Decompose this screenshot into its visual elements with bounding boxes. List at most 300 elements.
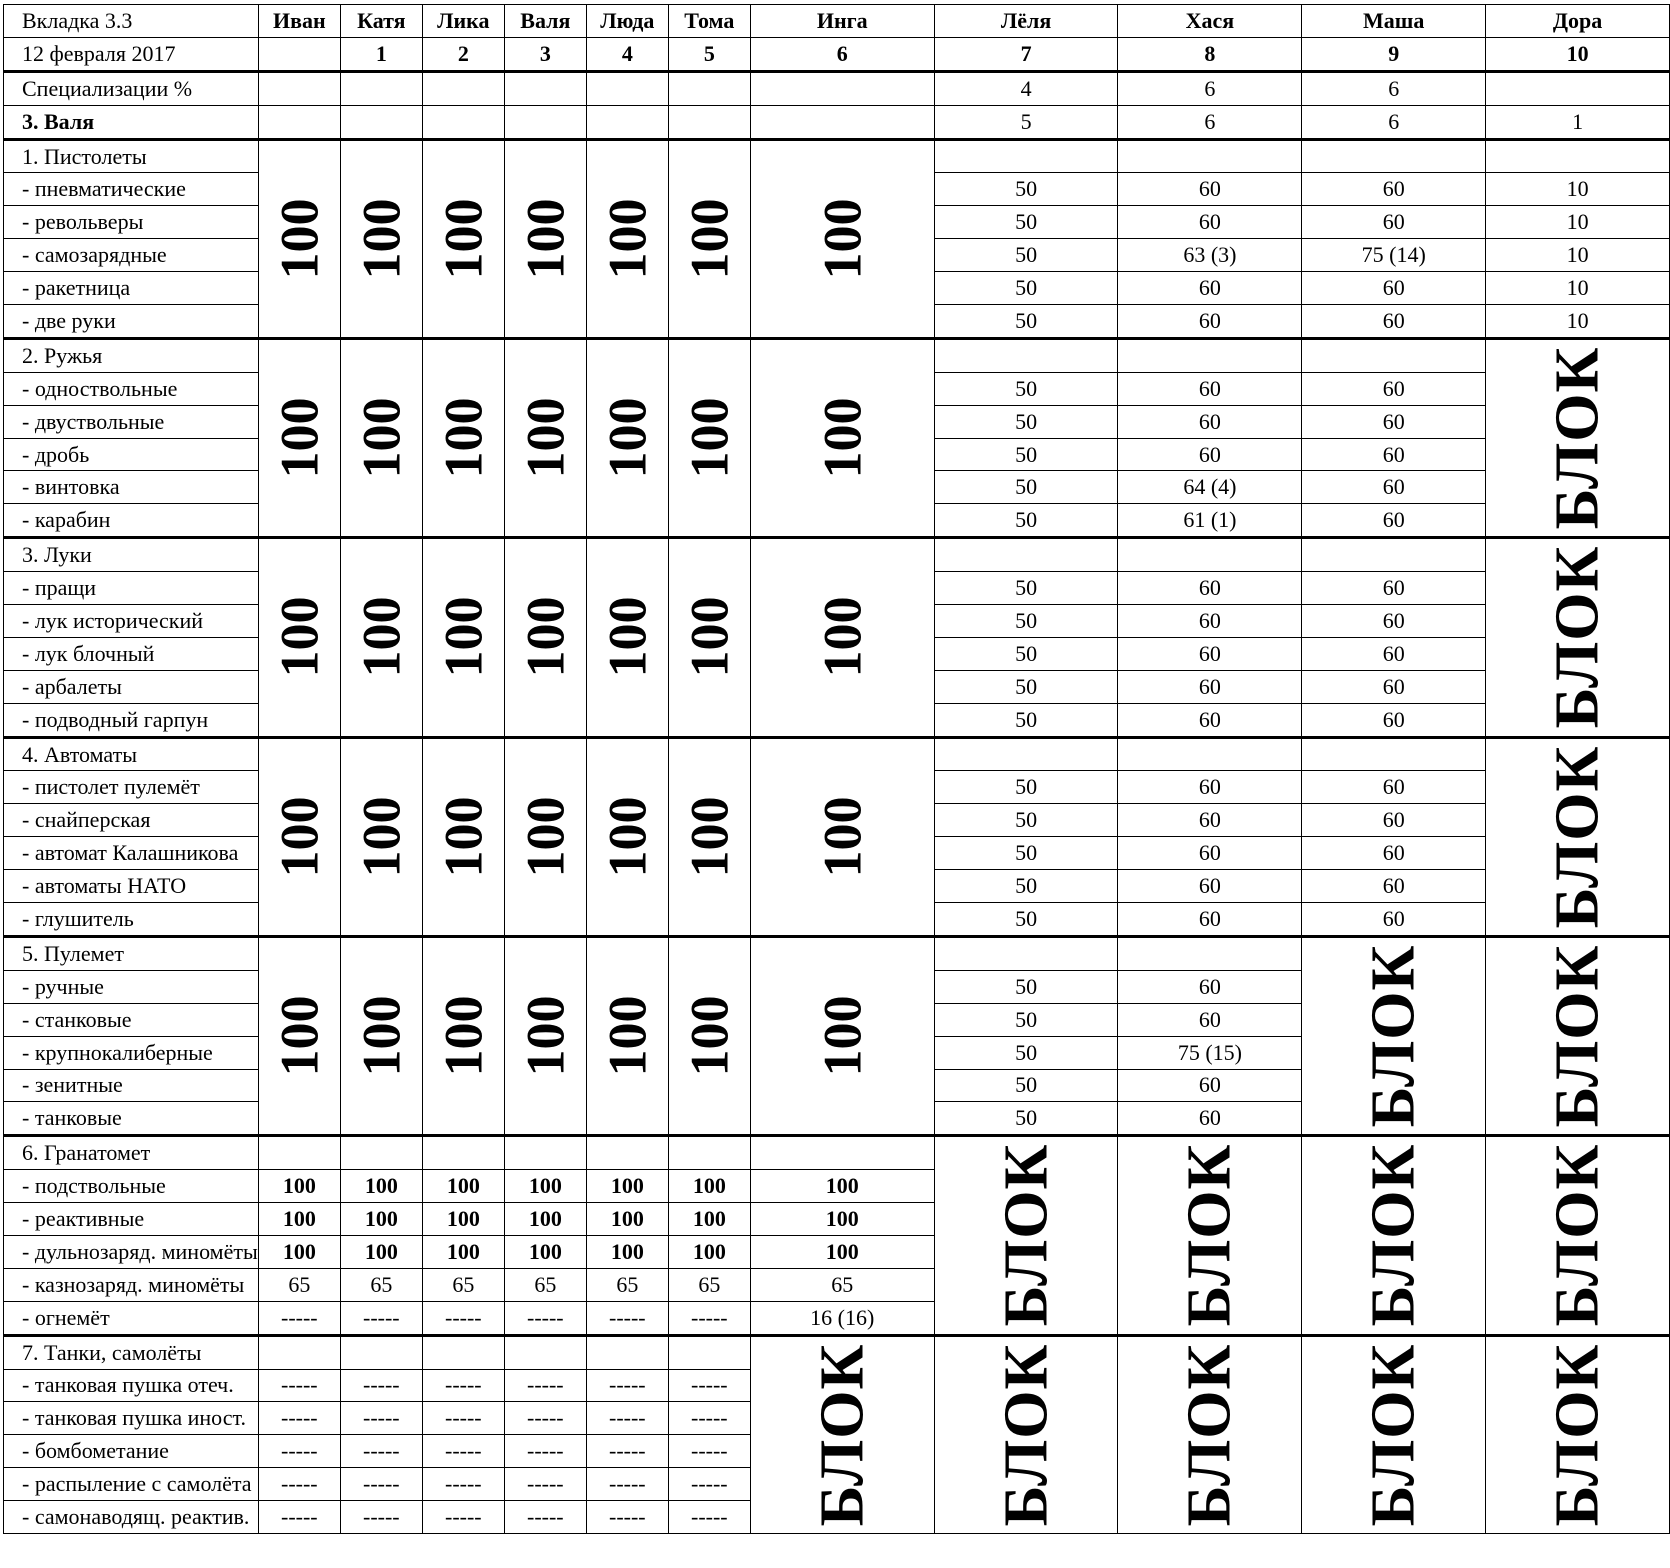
grenade-value: 65 — [750, 1268, 934, 1301]
hasya-value: 60 — [1118, 405, 1302, 438]
big-value: 100 — [812, 198, 873, 280]
col-number: 3 — [504, 37, 586, 71]
col-name: Лика — [422, 5, 504, 38]
block-cell — [1118, 1335, 1302, 1533]
grenade-value: 100 — [750, 1170, 934, 1203]
lelya-value: 50 — [934, 804, 1118, 837]
empty-cell — [258, 1335, 340, 1369]
block-label: БЛОК — [1543, 745, 1612, 929]
empty-cell — [586, 1335, 668, 1369]
dash-value: ----- — [668, 1501, 750, 1534]
hasya-value: 60 — [1118, 173, 1302, 206]
empty-cell — [1118, 139, 1302, 173]
masha-value: 60 — [1302, 405, 1486, 438]
row-value: 6 — [1118, 71, 1302, 105]
merged-100-cell — [340, 338, 422, 537]
merged-100-cell — [422, 538, 504, 737]
big-value: 100 — [269, 596, 330, 678]
dash-value: ----- — [668, 1402, 750, 1435]
masha-value: 60 — [1302, 305, 1486, 339]
grenade-value: 65 — [586, 1268, 668, 1301]
lelya-value: 50 — [934, 239, 1118, 272]
grenade-value: 65 — [340, 1268, 422, 1301]
masha-value: 60 — [1302, 173, 1486, 206]
big-value: 100 — [812, 397, 873, 479]
item-label: - двуствольные — [4, 405, 259, 438]
grenade-value: 100 — [258, 1170, 340, 1203]
merged-100-cell — [340, 538, 422, 737]
block-cell — [934, 1335, 1118, 1533]
empty-cell — [1302, 139, 1486, 173]
item-label: - карабин — [4, 504, 259, 538]
grenade-value: 65 — [504, 1268, 586, 1301]
dash-value: ----- — [422, 1402, 504, 1435]
empty-cell — [258, 1136, 340, 1170]
empty-cell — [504, 1136, 586, 1170]
dash-value: ----- — [422, 1468, 504, 1501]
item-label: - дульнозаряд. миномёты — [4, 1235, 259, 1268]
merged-100-cell — [258, 338, 340, 537]
dash-value: ----- — [504, 1369, 586, 1402]
row-value — [422, 105, 504, 139]
dash-value: ----- — [586, 1468, 668, 1501]
dora-value: 10 — [1486, 239, 1670, 272]
hasya-value: 60 — [1118, 1102, 1302, 1136]
grenade-value: 16 (16) — [750, 1301, 934, 1335]
big-value: 100 — [515, 995, 576, 1077]
lelya-value: 50 — [934, 903, 1118, 937]
masha-value: 60 — [1302, 206, 1486, 239]
hasya-value: 60 — [1118, 771, 1302, 804]
merged-100-cell — [422, 139, 504, 338]
dora-value: 10 — [1486, 305, 1670, 339]
group-title-row — [4, 936, 1670, 970]
item-label: - самонаводящ. реактив. — [4, 1501, 259, 1534]
masha-value: 60 — [1302, 272, 1486, 305]
group-title-row — [4, 139, 1670, 173]
row-value — [258, 105, 340, 139]
group-title-row — [4, 1136, 1670, 1170]
col-number: 4 — [586, 37, 668, 71]
item-label: - крупнокалиберные — [4, 1036, 259, 1069]
lelya-value: 50 — [934, 637, 1118, 670]
merged-100-cell — [668, 737, 750, 936]
big-value: 100 — [812, 995, 873, 1077]
big-value: 100 — [433, 397, 494, 479]
big-value: 100 — [597, 198, 658, 280]
block-label: БЛОК — [808, 1343, 877, 1527]
hasya-value: 60 — [1118, 305, 1302, 339]
item-label: - пращи — [4, 572, 259, 605]
merged-100-cell — [750, 338, 934, 537]
block-cell — [934, 1136, 1118, 1335]
big-value: 100 — [597, 596, 658, 678]
grenade-value: 100 — [504, 1203, 586, 1236]
merged-100-cell — [668, 338, 750, 537]
item-label: - бомбометание — [4, 1435, 259, 1468]
grenade-value: 65 — [422, 1268, 504, 1301]
merged-100-cell — [668, 139, 750, 338]
group-title: 5. Пулемет — [4, 936, 259, 970]
masha-value: 60 — [1302, 471, 1486, 504]
masha-value: 60 — [1302, 572, 1486, 605]
merged-100-cell — [750, 936, 934, 1135]
item-label: - лук исторический — [4, 605, 259, 638]
merged-100-cell — [668, 538, 750, 737]
col-number: 7 — [934, 37, 1118, 71]
item-label: - огнемёт — [4, 1301, 259, 1335]
dash-value: ----- — [586, 1369, 668, 1402]
grenade-value: 100 — [258, 1203, 340, 1236]
block-cell — [1486, 1136, 1670, 1335]
masha-value: 60 — [1302, 438, 1486, 471]
merged-100-cell — [258, 737, 340, 936]
merged-100-cell — [750, 139, 934, 338]
col-name: Дора — [1486, 5, 1670, 38]
dash-value: ----- — [586, 1435, 668, 1468]
dash-value: ----- — [258, 1402, 340, 1435]
tab-label: Вкладка 3.3 — [4, 5, 259, 38]
block-label: БЛОК — [1543, 944, 1612, 1128]
lelya-value: 50 — [934, 1003, 1118, 1036]
item-label: - подводный гарпун — [4, 703, 259, 737]
item-label: - станковые — [4, 1003, 259, 1036]
masha-value: 60 — [1302, 605, 1486, 638]
merged-100-cell — [750, 737, 934, 936]
item-label: - самозарядные — [4, 239, 259, 272]
row-value — [750, 71, 934, 105]
row-value — [504, 105, 586, 139]
group-title-row — [4, 338, 1670, 372]
dash-value: ----- — [340, 1369, 422, 1402]
col-number: 2 — [422, 37, 504, 71]
row-value: 5 — [934, 105, 1118, 139]
merged-100-cell — [504, 737, 586, 936]
big-value: 100 — [812, 796, 873, 878]
big-value: 100 — [433, 198, 494, 280]
big-value: 100 — [351, 596, 412, 678]
specializations-row — [4, 71, 1670, 105]
block-cell — [750, 1335, 934, 1533]
item-label: - зенитные — [4, 1069, 259, 1102]
grenade-value: ----- — [258, 1301, 340, 1335]
dash-value: ----- — [586, 1402, 668, 1435]
grenade-value: ----- — [668, 1301, 750, 1335]
block-label: БЛОК — [1359, 1144, 1428, 1327]
empty-cell — [1302, 538, 1486, 572]
dash-value: ----- — [422, 1369, 504, 1402]
merged-100-cell — [504, 139, 586, 338]
lelya-value: 50 — [934, 405, 1118, 438]
block-label: БЛОК — [1359, 944, 1428, 1128]
col-number: 10 — [1486, 37, 1670, 71]
dash-value: ----- — [340, 1501, 422, 1534]
col-name: Валя — [504, 5, 586, 38]
big-value: 100 — [679, 596, 740, 678]
grenade-value: 100 — [668, 1235, 750, 1268]
empty-cell — [934, 139, 1118, 173]
date-label: 12 февраля 2017 — [4, 37, 259, 71]
masha-value: 60 — [1302, 804, 1486, 837]
empty-cell — [934, 538, 1118, 572]
col-number: 8 — [1118, 37, 1302, 71]
merged-100-cell — [340, 139, 422, 338]
lelya-value: 50 — [934, 372, 1118, 405]
col-number: 6 — [750, 37, 934, 71]
dash-value: ----- — [340, 1468, 422, 1501]
group-title: 3. Луки — [4, 538, 259, 572]
big-value: 100 — [269, 198, 330, 280]
grenade-value: 100 — [668, 1203, 750, 1236]
lelya-value: 50 — [934, 870, 1118, 903]
hasya-value: 60 — [1118, 438, 1302, 471]
dora-value: 10 — [1486, 206, 1670, 239]
merged-100-cell — [258, 936, 340, 1135]
big-value: 100 — [351, 198, 412, 280]
hasya-value: 60 — [1118, 970, 1302, 1003]
header-names-row — [4, 5, 1670, 38]
empty-cell — [1302, 737, 1486, 771]
group-title: 2. Ружья — [4, 338, 259, 372]
merged-100-cell — [504, 338, 586, 537]
block-cell — [1486, 538, 1670, 737]
row-value — [258, 71, 340, 105]
empty-cell — [934, 338, 1118, 372]
dash-value: ----- — [340, 1435, 422, 1468]
block-label: БЛОК — [1543, 346, 1612, 530]
empty-cell — [340, 1335, 422, 1369]
masha-value: 60 — [1302, 504, 1486, 538]
block-label: БЛОК — [1175, 1144, 1244, 1327]
col-number: 1 — [340, 37, 422, 71]
merged-100-cell — [422, 936, 504, 1135]
grenade-value: 65 — [258, 1268, 340, 1301]
empty-cell — [586, 1136, 668, 1170]
item-label: - автомат Калашникова — [4, 837, 259, 870]
lelya-value: 50 — [934, 771, 1118, 804]
hasya-value: 61 (1) — [1118, 504, 1302, 538]
empty-cell — [1302, 338, 1486, 372]
col-name: Лёля — [934, 5, 1118, 38]
empty-cell — [1118, 737, 1302, 771]
block-cell — [1486, 737, 1670, 936]
item-label: - ракетница — [4, 272, 259, 305]
lelya-value: 50 — [934, 837, 1118, 870]
lelya-value: 50 — [934, 1069, 1118, 1102]
block-label: БЛОК — [1359, 1343, 1428, 1527]
hasya-value: 60 — [1118, 605, 1302, 638]
row-value — [340, 71, 422, 105]
grenade-value: ----- — [586, 1301, 668, 1335]
dora-value: 10 — [1486, 272, 1670, 305]
hasya-value: 60 — [1118, 870, 1302, 903]
row-value: 6 — [1302, 71, 1486, 105]
grenade-value: ----- — [504, 1301, 586, 1335]
lelya-value: 50 — [934, 703, 1118, 737]
masha-value: 60 — [1302, 771, 1486, 804]
item-label: - одноствольные — [4, 372, 259, 405]
weapons-table — [3, 4, 1670, 1534]
empty-cell — [340, 1136, 422, 1170]
hasya-value: 60 — [1118, 903, 1302, 937]
lelya-value: 50 — [934, 572, 1118, 605]
group-title: 4. Автоматы — [4, 737, 259, 771]
group-title-row — [4, 538, 1670, 572]
empty-cell — [504, 1335, 586, 1369]
masha-value: 60 — [1302, 903, 1486, 937]
grenade-value: 100 — [258, 1235, 340, 1268]
item-label: - две руки — [4, 305, 259, 339]
item-label: - распыление с самолёта — [4, 1468, 259, 1501]
lelya-value: 50 — [934, 173, 1118, 206]
big-value: 100 — [269, 397, 330, 479]
dash-value: ----- — [668, 1435, 750, 1468]
grenade-value: 100 — [586, 1203, 668, 1236]
big-value: 100 — [597, 796, 658, 878]
dash-value: ----- — [422, 1435, 504, 1468]
big-value: 100 — [433, 796, 494, 878]
col-name: Маша — [1302, 5, 1486, 38]
block-label: БЛОК — [1175, 1343, 1244, 1527]
big-value: 100 — [679, 796, 740, 878]
grenade-value: 100 — [750, 1235, 934, 1268]
row-value: 1 — [1486, 105, 1670, 139]
item-label: - дробь — [4, 438, 259, 471]
empty-cell — [934, 737, 1118, 771]
row-value — [340, 105, 422, 139]
big-value: 100 — [597, 995, 658, 1077]
row-value — [586, 105, 668, 139]
item-label: - арбалеты — [4, 670, 259, 703]
grenade-value: 100 — [668, 1170, 750, 1203]
hasya-value: 60 — [1118, 372, 1302, 405]
dash-value: ----- — [504, 1468, 586, 1501]
merged-100-cell — [340, 737, 422, 936]
col-number: 5 — [668, 37, 750, 71]
grenade-value: 100 — [340, 1170, 422, 1203]
row-value: 4 — [934, 71, 1118, 105]
merged-100-cell — [258, 139, 340, 338]
hasya-value: 60 — [1118, 670, 1302, 703]
big-value: 100 — [515, 596, 576, 678]
big-value: 100 — [679, 995, 740, 1077]
masha-value: 75 (14) — [1302, 239, 1486, 272]
group-title: 6. Гранатомет — [4, 1136, 259, 1170]
hasya-value: 60 — [1118, 637, 1302, 670]
col-name: Иван — [258, 5, 340, 38]
dora-value: 10 — [1486, 173, 1670, 206]
hasya-value: 64 (4) — [1118, 471, 1302, 504]
hasya-value: 60 — [1118, 804, 1302, 837]
grenade-value: 100 — [340, 1203, 422, 1236]
col-number: 9 — [1302, 37, 1486, 71]
lelya-value: 50 — [934, 605, 1118, 638]
grenade-value: 100 — [586, 1235, 668, 1268]
row-value: 6 — [1302, 105, 1486, 139]
block-cell — [1486, 936, 1670, 1135]
grenade-value: 100 — [422, 1235, 504, 1268]
hasya-value: 75 (15) — [1118, 1036, 1302, 1069]
masha-value: 60 — [1302, 870, 1486, 903]
merged-100-cell — [586, 936, 668, 1135]
lelya-value: 50 — [934, 970, 1118, 1003]
row-value — [668, 71, 750, 105]
merged-100-cell — [750, 538, 934, 737]
item-label: - пневматические — [4, 173, 259, 206]
masha-value: 60 — [1302, 837, 1486, 870]
merged-100-cell — [340, 936, 422, 1135]
merged-100-cell — [258, 538, 340, 737]
hasya-value: 60 — [1118, 572, 1302, 605]
empty-cell — [1118, 538, 1302, 572]
hasya-value: 60 — [1118, 837, 1302, 870]
empty-cell — [668, 1335, 750, 1369]
item-label: - лук блочный — [4, 637, 259, 670]
lelya-value: 50 — [934, 272, 1118, 305]
dash-value: ----- — [258, 1369, 340, 1402]
row-value — [1486, 71, 1670, 105]
block-cell — [1486, 338, 1670, 537]
hasya-value: 63 (3) — [1118, 239, 1302, 272]
block-label: БЛОК — [992, 1343, 1061, 1527]
valya-row — [4, 105, 1670, 139]
item-label: - автоматы НАТО — [4, 870, 259, 903]
item-label: - ручные — [4, 970, 259, 1003]
masha-value: 60 — [1302, 670, 1486, 703]
merged-100-cell — [422, 737, 504, 936]
lelya-value: 50 — [934, 471, 1118, 504]
dash-value: ----- — [586, 1501, 668, 1534]
item-label: - снайперская — [4, 804, 259, 837]
lelya-value: 50 — [934, 438, 1118, 471]
hasya-value: 60 — [1118, 272, 1302, 305]
empty-cell — [750, 1136, 934, 1170]
dash-value: ----- — [422, 1501, 504, 1534]
block-cell — [1118, 1136, 1302, 1335]
item-label: - танковые — [4, 1102, 259, 1136]
item-label: - казнозаряд. миномёты — [4, 1268, 259, 1301]
empty-cell — [422, 1136, 504, 1170]
block-label: БЛОК — [1543, 1144, 1612, 1327]
hasya-value: 60 — [1118, 703, 1302, 737]
dash-value: ----- — [258, 1501, 340, 1534]
empty-cell — [934, 936, 1118, 970]
group-title-row — [4, 1335, 1670, 1369]
empty-cell — [1486, 139, 1670, 173]
grenade-value: 100 — [422, 1203, 504, 1236]
lelya-value: 50 — [934, 1102, 1118, 1136]
row-value — [668, 105, 750, 139]
item-label: - танковая пушка иност. — [4, 1402, 259, 1435]
empty-cell — [1118, 936, 1302, 970]
row-value — [504, 71, 586, 105]
grenade-value: 100 — [422, 1170, 504, 1203]
dash-value: ----- — [504, 1402, 586, 1435]
row-value — [750, 105, 934, 139]
merged-100-cell — [586, 139, 668, 338]
big-value: 100 — [515, 198, 576, 280]
dash-value: ----- — [258, 1435, 340, 1468]
item-label: - глушитель — [4, 903, 259, 937]
big-value: 100 — [679, 397, 740, 479]
masha-value: 60 — [1302, 637, 1486, 670]
big-value: 100 — [351, 397, 412, 479]
block-cell — [1302, 1335, 1486, 1533]
big-value: 100 — [269, 796, 330, 878]
group-title: 7. Танки, самолёты — [4, 1335, 259, 1369]
dash-value: ----- — [504, 1435, 586, 1468]
grenade-value: 100 — [340, 1235, 422, 1268]
